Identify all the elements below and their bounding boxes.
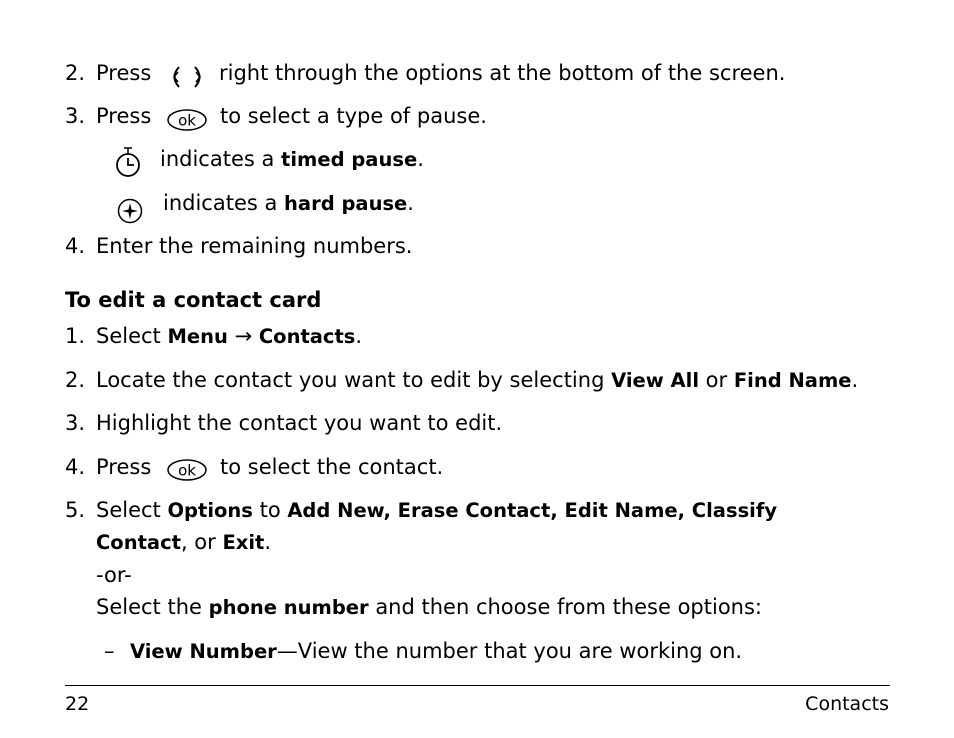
footer-section-title: Contacts [805, 693, 889, 715]
step-text-before: Press [96, 104, 152, 128]
step-number: 2. [65, 368, 86, 392]
arrow-icon: → [234, 324, 253, 348]
ok-key-icon [166, 458, 208, 482]
step-number: 4. [65, 455, 86, 479]
svg-text:ok: ok [178, 111, 196, 130]
step-number: 2. [65, 61, 86, 85]
step-number: 3. [65, 411, 86, 435]
step-text-alternative: Select the phone number and then choose from these options: [96, 595, 763, 619]
timed-pause-description: indicates a timed pause. [160, 147, 424, 171]
or-separator: -or- [96, 563, 132, 587]
step-number: 3. [65, 104, 86, 128]
ok-key-icon [166, 108, 208, 132]
step-text: Select Options to Add New, Erase Contact, Edit Name, Classify [96, 498, 778, 522]
page-number: 22 [65, 693, 90, 715]
hard-pause-description: indicates a hard pause. [163, 191, 414, 215]
step-text-after: right through the options at the bottom of the screen. [219, 61, 786, 85]
step-text: Locate the contact you want to edit by selecting View All or Find Name. [96, 368, 859, 392]
step-number: 4. [65, 234, 86, 258]
step-text-after: to select a type of pause. [220, 104, 487, 128]
section-heading: To edit a contact card [65, 288, 322, 312]
step-text-before: Press [96, 61, 152, 85]
hard-pause-icon [116, 197, 144, 225]
step-text: Select Menu → Contacts. [96, 324, 363, 348]
step-text-continued: Contact, or Exit. [96, 530, 272, 554]
step-text-after: to select the contact. [220, 455, 444, 479]
footer-divider [65, 685, 890, 686]
step-text: Enter the remaining numbers. [96, 234, 413, 258]
step-text: Highlight the contact you want to edit. [96, 411, 503, 435]
svg-text:ok: ok [178, 461, 196, 480]
step-text-before: Press [96, 455, 152, 479]
sub-option-dash: – [104, 639, 115, 663]
timer-icon [114, 145, 144, 179]
step-number: 1. [65, 324, 86, 348]
left-right-nav-key-icon [167, 64, 207, 90]
sub-option-view-number: View Number—View the number that you are working on. [130, 639, 743, 663]
step-number: 5. [65, 498, 86, 522]
